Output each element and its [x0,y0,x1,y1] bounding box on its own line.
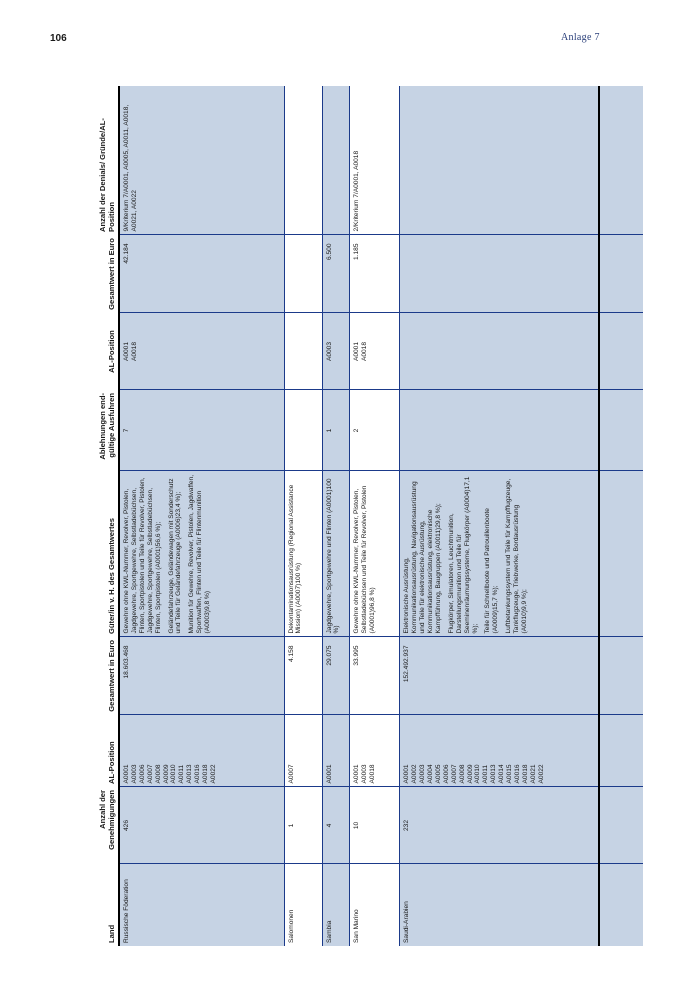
cell-denials [322,86,350,235]
cell-al-positions-2 [322,313,350,390]
page-number: 106 [50,33,67,44]
al-position-code: A0022 [209,764,217,784]
cell-gueter [119,471,284,637]
al-position-code: A0008 [154,764,162,784]
al-position-code: A0005 [434,764,442,784]
al-position-code: A0001 [403,764,411,784]
goods-description: Flugkörper, Simulatoren, Leuchtmunition, Darstellungsmunition und Teile für Seeminenräumungssysteme, Flugkörper (A0004)17,1 %); [447,476,479,634]
annex-label: Anlage 7 [561,32,600,43]
al-position-code: A0002 [411,764,419,784]
header-gesamtwert-2: Gesamtwert in Euro [80,235,119,313]
al-position-code: A0008 [458,764,466,784]
cell-ablehnungen [284,390,322,471]
cell-anzahl: 426 [119,787,284,864]
al-position-code: A0003 [419,764,427,784]
cell-gesamtwert-2 [400,235,643,313]
al-position-code: A0011 [482,764,490,784]
goods-description: Dekontaminationsausrüstung (Regional Assistance Mission) (A0007)100 %) [287,484,303,634]
al-position-code: A0007 [450,764,458,784]
header-gesamtwert: Gesamtwert in Euro [80,637,119,715]
cell-land: Salomonen [284,864,322,946]
cell-denials: 2/Kriterium 7/A0001, A0018 [350,86,400,235]
cell-gesamtwert-2: 1.185 [350,235,400,313]
al-position-code: A0006 [138,764,146,784]
header-al-position: AL-Position [80,715,119,787]
cell-ablehnungen: 2 [350,390,400,471]
cell-al-positions [284,715,322,787]
table-row [350,86,400,946]
cell-gueter [350,471,400,637]
goods-description: Gewehre ohne KWL-Nummer, Revolver, Pistolen, Selbstladebüchsen und Teile für Revolver, Pistolen (A0001)96,8 %) [353,485,377,634]
header-denials: Anzahl der Denials/ Gründe/AL-Position [80,86,119,235]
cell-al-positions [322,715,350,787]
al-position-code: A0010 [170,764,178,784]
al-position-code: A0018 [202,764,210,784]
cell-land: Russische Föderation [119,864,284,946]
al-position-code: A0018 [361,341,369,362]
cell-gesamtwert-2: 42.184 [119,235,284,313]
al-position-code: A0018 [130,341,138,362]
al-position-code: A0011 [178,764,186,784]
al-position-code: A0007 [146,764,154,784]
cell-al-positions [400,715,643,787]
al-position-code: A0009 [466,764,474,784]
cell-gesamtwert: 33.995 [350,637,400,715]
table-row [400,86,643,946]
cell-anzahl: 1 [284,787,322,864]
cell-gesamtwert-2 [284,235,322,313]
al-position-code: A0013 [490,764,498,784]
al-position-code: A0010 [474,764,482,784]
al-position-code: A0003 [361,764,369,784]
al-position-code: A0001 [325,764,333,784]
cell-ablehnungen: 1 [322,390,350,471]
al-position-code: A0001 [123,764,130,784]
al-position-code: A0014 [498,764,506,784]
goods-description: Gewehre ohne KWL-Nummer, Revolver, Pistolen, Jagdgewehre, Sportgewehre, Selbstladebüchsen, Flinten, Sportpistolen und Teile für Revolver, Pistolen, Jagdgewehre, Sportgewehre, Selbstladebüchsen, Flinten, Sportpistolen (A0001)56,6 %); [123,477,162,634]
al-position-code: A0022 [537,764,545,784]
cell-land: San Marino [350,864,400,946]
al-position-code: A0015 [506,764,514,784]
cell-anzahl: 232 [400,787,643,864]
header-land: Land [80,864,119,946]
table-header-row [80,86,119,946]
cell-gueter [400,471,643,637]
al-position-code: A0003 [325,341,333,362]
cell-denials [284,86,322,235]
cell-al-positions-2 [350,313,400,390]
al-position-code: A0001 [353,341,361,362]
cell-ablehnungen [400,390,643,471]
table-row [322,86,350,946]
rotated-table-container [80,86,600,946]
al-position-code: A0004 [427,764,435,784]
al-position-code: A0021 [529,764,537,784]
cell-gueter [322,471,350,637]
table-row [284,86,322,946]
goods-description: Munition für Gewehre, Revolver, Pistolen, Jagdwaffen, Sportwaffen, Flinten und Teile für Flintenmunition (A0003)9,8 %) [188,474,212,634]
table-bottom-rule [598,86,600,946]
al-position-code: A0001 [353,764,361,784]
al-position-code: A0016 [514,764,521,784]
header-al-position-2: AL-Position [80,313,119,390]
al-position-code: A0009 [162,764,170,784]
al-position-code: A0018 [521,764,529,784]
cell-al-positions-2 [284,313,322,390]
goods-description: Teile für Schnellboote und Patrouillenboote (A0009)15,7 %); [484,508,500,634]
al-position-code: A0006 [442,764,450,784]
al-position-code: A0013 [186,764,194,784]
cell-land: Saudi-Arabien [400,864,643,946]
goods-description: Geländefahrzeuge, Geländewagen mit Sonderschutz und Teile für Geländefahrzeuge (A0006)23,4 %); [167,478,183,634]
al-position-code: A0007 [287,764,295,784]
export-table [80,86,643,946]
goods-description: Elektronische Ausrüstung, Kommunikationsausrüstung, Navigationsausrüstung und Teile für elektronische Ausrüstung, Kommunikationsausrüstung, elektronische Kampfführung, Baugruppen (A0011)29,8 %); [403,481,442,634]
cell-al-positions-2 [400,313,643,390]
cell-gesamtwert: 152.492.937 [400,637,643,715]
cell-gesamtwert: 18.603.468 [119,637,284,715]
al-position-code: A0016 [194,764,202,784]
table-row [119,86,284,946]
al-position-code: A0003 [130,764,138,784]
al-position-code: A0018 [369,764,377,784]
cell-anzahl: 10 [350,787,400,864]
cell-al-positions [350,715,400,787]
header-ablehnungen: Ablehnungen end-gültige Ausfuhren [80,390,119,471]
header-gueter: Güter/in v. H. des Gesamtwertes [80,471,119,637]
cell-gesamtwert: 29.075 [322,637,350,715]
goods-description: Luftbetankungssystem und Teile für Kampfflugzeuge, Tankflugzeuge, Triebwerke, Bordausrüstung (A0010)9,9 %); [505,478,529,634]
cell-gueter [284,471,322,637]
cell-denials [400,86,643,235]
cell-al-positions [119,715,284,787]
goods-description: Jagdgewehre, Sportgewehre und Flinten (A0001)100 %) [325,478,341,634]
header-anzahl: Anzahl der Genehmigungen [80,787,119,864]
cell-ablehnungen: 7 [119,390,284,471]
cell-gesamtwert-2: 6.500 [322,235,350,313]
table-body [119,86,643,946]
cell-al-positions-2 [119,313,284,390]
cell-land: Sambia [322,864,350,946]
cell-gesamtwert: 4.158 [284,637,322,715]
al-position-code: A0001 [123,341,130,362]
cell-denials: 9/Kriterium 7/A0001, A0005, A0011, A0018, A0021, A0022 [119,86,284,235]
cell-anzahl: 4 [322,787,350,864]
